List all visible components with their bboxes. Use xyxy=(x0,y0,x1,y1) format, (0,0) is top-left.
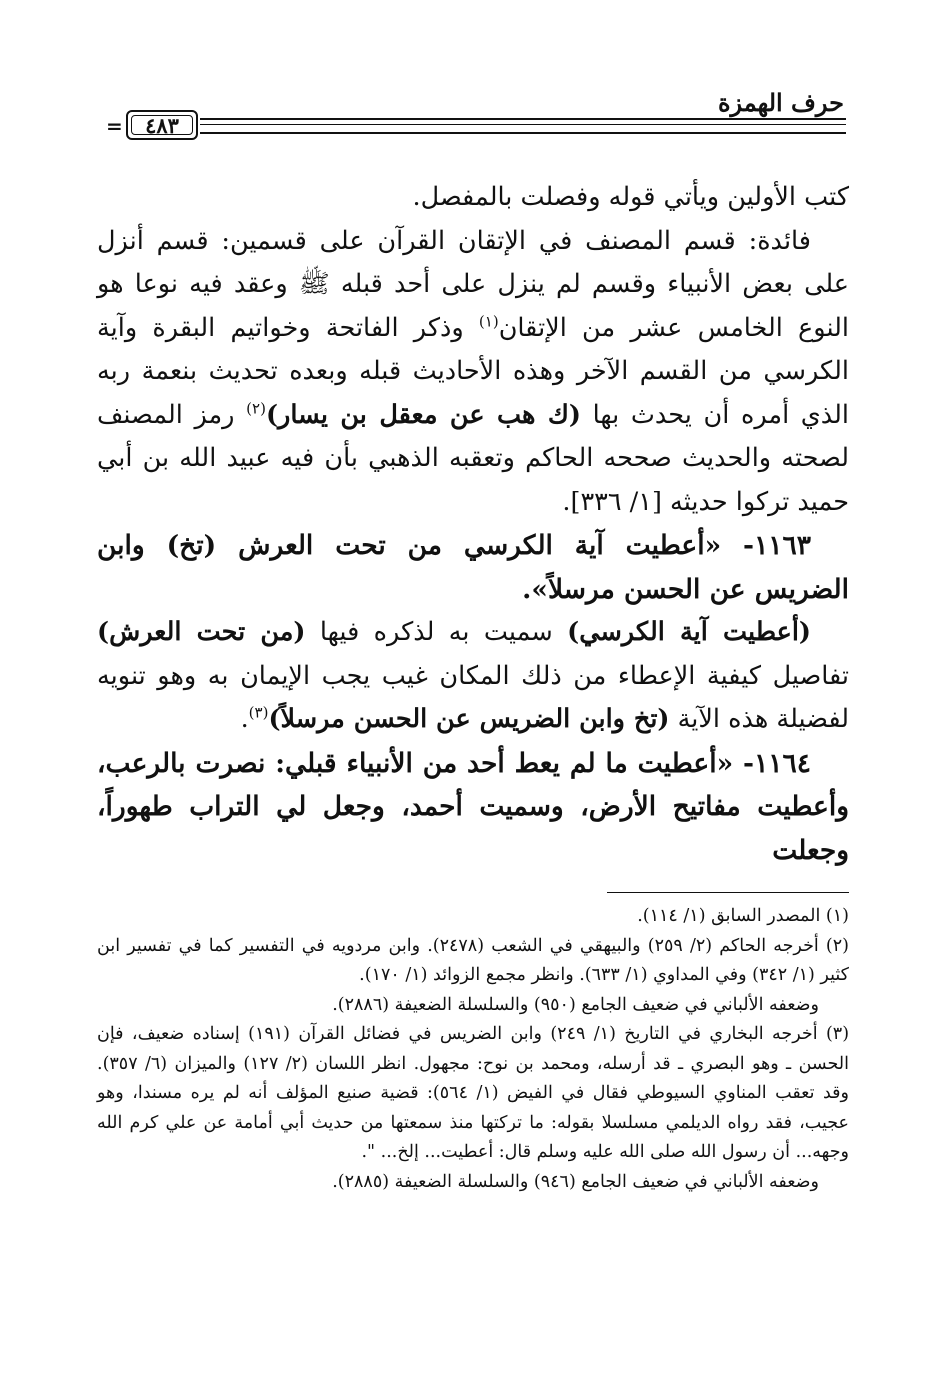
faida-text-2: وذكر الفاتحة وخواتيم البقرة وآية الكرسي من القسم الآخر وهذه الأحاديث قبله وبعده تحديث بنعمة ربه الذي أمره أن يحدث بها xyxy=(97,312,850,430)
commentary-text-2: تفاصيل كيفية الإعطاء من ذلك المكان غيب يجب الإيمان به وهو تنويه لفضيلة هذه الآية xyxy=(97,660,849,734)
commentary-bold-1: (أعطيت آية الكرسي) xyxy=(567,617,811,647)
header-rule xyxy=(200,118,846,134)
footnotes xyxy=(97,902,849,1197)
paragraph-continuation: كتب الأولين ويأتي قوله وفصلت بالمفصل. xyxy=(412,182,849,212)
footnote-2: (٢) أخرجه الحاكم (٢/ ٢٥٩) والبيهقي في الشعب (٢٤٧٨). وابن مردويه في التفسير كما في تفسير ابن كثير (١/ ٣٤٢) وفي المداوي (١/ ٦٣٣). وانظر مجمع الزوائد (١/ ١٧٠). xyxy=(97,935,849,985)
main-text xyxy=(97,176,849,872)
footnote-ref-3[interactable]: (٣) xyxy=(248,703,269,722)
footnote-2-continuation: وضعفه الألباني في ضعيف الجامع (٩٥٠) والسلسلة الضعيفة (٢٨٨٦). xyxy=(332,994,819,1015)
footnote-1: (١) المصدر السابق (١/ ١١٤). xyxy=(637,906,849,926)
header-side-mark: = xyxy=(106,114,123,138)
footnote-ref-1[interactable]: (١) xyxy=(478,312,499,330)
hadith-1163: ١١٦٣- «أعطيت آية الكرسي من تحت العرش (تخ) وابن الضريس عن الحسن مرسلاً». xyxy=(97,530,849,605)
footnote-3: (٣) أخرجه البخاري في التاريخ (١/ ٢٤٩) وابن الضريس في فضائل القرآن (١٩١) إسناده ضعيف، فإن الحسن ـ وهو البصري ـ قد أرسله، ومحمد بن نوح: مجهول. انظر اللسان (٢/ ١٢٧) والميزان (٦/ ٣٥٧). وقد تعقب المناوي السيوطي فقال في الفيض (١/ ٥٦٤): قضية صنيع المؤلف أنه لم يره مسندا، وهو عجيب، فقد رواه الديلمي مسلسلا بقوله: ما تركتها منذ سمعتها من حديث أبي أمامة عن علي كرم الله وجهه... أن رسول الله صلى الله عليه وسلم قال: أعطيت... إلخ... ". xyxy=(97,1024,850,1162)
footnote-separator xyxy=(607,892,849,893)
paragraph-faida xyxy=(97,220,849,525)
footnote-ref-2[interactable]: (٢) xyxy=(246,399,266,417)
faida-text-1: فائدة: قسم المصنف في الإتقان القرآن على قسمين: قسم أنزل على بعض الأنبياء وقسم لم ينزل على أحد قبله ﷺ وعقد فيه نوعا هو النوع الخامس عشر من الإتقان xyxy=(97,225,849,343)
commentary-bold-2: (من تحت العرش) xyxy=(97,617,306,647)
commentary-bold-3: (تخ وابن الضريس عن الحسن مرسلاً) xyxy=(268,704,670,734)
running-head: حرف الهمزة xyxy=(717,88,844,117)
hadith-1164: ١١٦٤- «أعطيت ما لم يعط أحد من الأنبياء قبلي: نصرت بالرعب، وأعطيت مفاتيح الأرض، وسميت أحمد، وجعل لي التراب طهوراً، وجعلت xyxy=(97,747,849,866)
faida-source: (ك هب عن معقل بن يسار) xyxy=(265,399,581,430)
footnote-3-continuation: وضعفه الألباني في ضعيف الجامع (٩٤٦) والسلسلة الضعيفة (٢٨٨٥). xyxy=(332,1171,819,1192)
page-number-text: ٤٨٣ xyxy=(145,112,179,138)
commentary-text-1: سميت به لذكره فيها xyxy=(305,617,568,647)
page-number xyxy=(126,110,198,140)
commentary-1163 xyxy=(97,611,849,742)
faida-text-3: رمز المصنف لصحته والحديث صححه الحاكم وتعقبه الذهبي بأن فيه عبيد الله بن أبي حميد تركوا حديثه [١/ ٣٣٦]. xyxy=(97,399,849,517)
commentary-text-3: . xyxy=(240,704,249,734)
